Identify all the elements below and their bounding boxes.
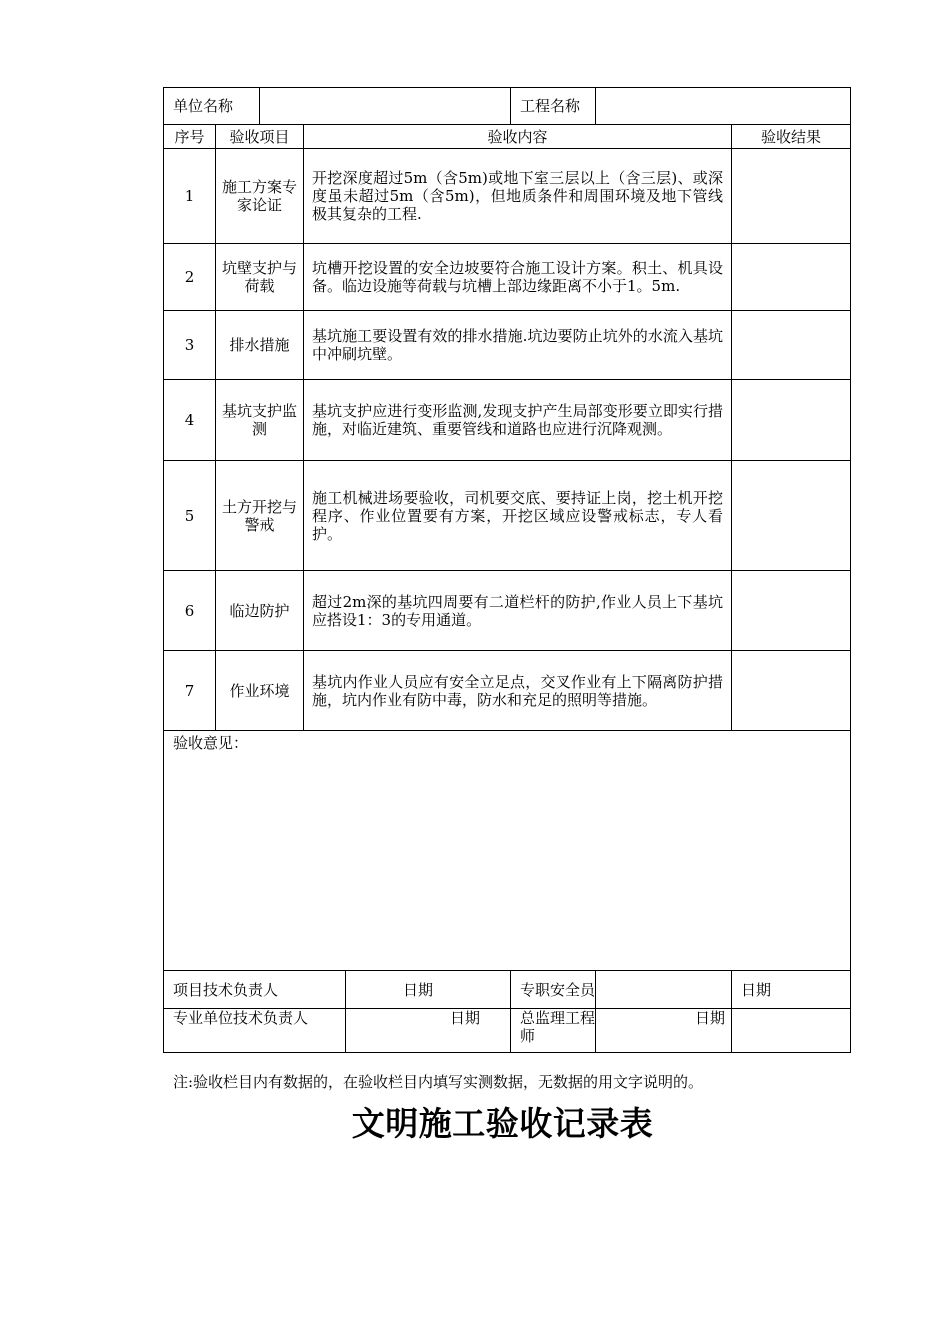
inspection-form-table — [163, 87, 851, 1053]
opinion-field[interactable] — [164, 731, 851, 971]
col-header-content: 验收内容 — [304, 125, 732, 149]
signature-row — [164, 1009, 851, 1053]
date-label: 日期 — [346, 1009, 511, 1053]
table-row — [164, 380, 851, 461]
table-row — [164, 461, 851, 571]
row-no: 3 — [164, 311, 216, 380]
row-no: 4 — [164, 380, 216, 461]
row-no: 5 — [164, 461, 216, 571]
table-row — [164, 651, 851, 731]
signature-row — [164, 971, 851, 1009]
row-item: 作业环境 — [216, 651, 304, 731]
chief-supervisor-sign-field[interactable] — [732, 1009, 851, 1053]
row-no: 6 — [164, 571, 216, 651]
row-result-field[interactable] — [732, 461, 851, 571]
table-row — [164, 244, 851, 311]
row-result-field[interactable] — [732, 244, 851, 311]
row-no: 1 — [164, 149, 216, 244]
row-item: 基坑支护监测 — [216, 380, 304, 461]
date-label: 日期 — [732, 971, 851, 1009]
column-header-row — [164, 125, 851, 149]
row-item: 临边防护 — [216, 571, 304, 651]
unit-name-label: 单位名称 — [164, 88, 260, 125]
unit-name-field[interactable] — [260, 88, 511, 125]
row-result-field[interactable] — [732, 149, 851, 244]
row-item: 土方开挖与警戒 — [216, 461, 304, 571]
row-content: 超过2m深的基坑四周要有二道栏杆的防护,作业人员上下基坑应搭设1：3的专用通道。 — [304, 571, 732, 651]
safety-officer-label: 专职安全员 — [511, 971, 596, 1009]
row-content: 施工机械进场要验收，司机要交底、要持证上岗，挖土机开挖程序、作业位置要有方案，开挖区域应设警戒标志，专人看护。 — [304, 461, 732, 571]
row-result-field[interactable] — [732, 651, 851, 731]
project-name-field[interactable] — [596, 88, 851, 125]
page-title: 文明施工验收记录表 — [351, 1104, 654, 1143]
date-label: 日期 — [346, 971, 511, 1009]
header-row — [164, 88, 851, 125]
col-header-no: 序号 — [164, 125, 216, 149]
row-no: 2 — [164, 244, 216, 311]
table-row — [164, 149, 851, 244]
row-item: 排水措施 — [216, 311, 304, 380]
table-row — [164, 571, 851, 651]
row-result-field[interactable] — [732, 380, 851, 461]
opinion-label: 验收意见： — [173, 734, 249, 752]
chief-supervisor-label: 总监理工程师 — [511, 1009, 596, 1053]
table-row — [164, 311, 851, 380]
sub-tech-lead-label: 专业单位技术负责人 — [164, 1009, 346, 1053]
project-name-label: 工程名称 — [511, 88, 596, 125]
row-result-field[interactable] — [732, 571, 851, 651]
col-header-result: 验收结果 — [732, 125, 851, 149]
footnote: 注:验收栏目内有数据的，在验收栏目内填写实测数据，无数据的用文字说明的。 — [173, 1073, 704, 1091]
tech-lead-label: 项目技术负责人 — [164, 971, 346, 1009]
row-content: 坑槽开挖设置的安全边坡要符合施工设计方案。积土、机具设备。临边设施等荷载与坑槽上部边缘距离不小于1。5m. — [304, 244, 732, 311]
row-no: 7 — [164, 651, 216, 731]
row-item: 坑壁支护与荷载 — [216, 244, 304, 311]
row-content: 基坑内作业人员应有安全立足点，交叉作业有上下隔离防护措施，坑内作业有防中毒，防水和充足的照明等措施。 — [304, 651, 732, 731]
safety-officer-sign-field[interactable] — [596, 971, 732, 1009]
row-content: 基坑施工要设置有效的排水措施.坑边要防止坑外的水流入基坑中冲刷坑壁。 — [304, 311, 732, 380]
row-content: 基坑支护应进行变形监测,发现支护产生局部变形要立即实行措施，对临近建筑、重要管线和道路也应进行沉降观测。 — [304, 380, 732, 461]
row-result-field[interactable] — [732, 311, 851, 380]
row-item: 施工方案专家论证 — [216, 149, 304, 244]
opinion-row — [164, 731, 851, 971]
date-label: 日期 — [596, 1009, 732, 1053]
row-content: 开挖深度超过5m（含5m)或地下室三层以上（含三层)、或深度虽未超过5m（含5m)，但地质条件和周围环境及地下管线极其复杂的工程. — [304, 149, 732, 244]
col-header-item: 验收项目 — [216, 125, 304, 149]
